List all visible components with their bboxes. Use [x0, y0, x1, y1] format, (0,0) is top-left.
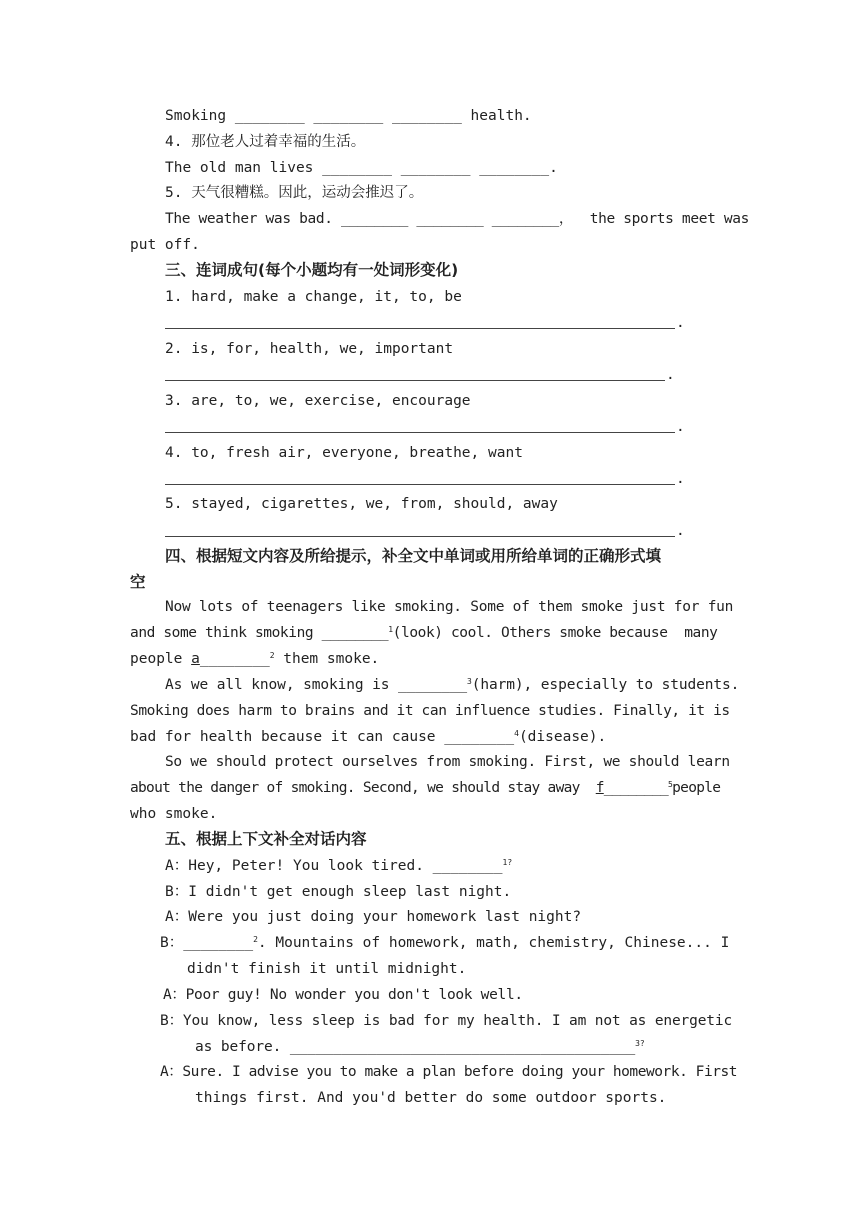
hint-letter-a: a — [191, 651, 200, 667]
dialogue-line-9: A：Sure. I advise you to make a plan before doing your homework. First — [160, 1064, 738, 1080]
dialogue-line-7: B：You know, less sleep is bad for my health. I am not as energetic — [160, 1013, 733, 1029]
dialogue-line-8: as before. ________________________________________$^{3?}$ — [195, 1039, 645, 1055]
s4-line-9: who smoke. — [130, 806, 218, 822]
s4-line-7: So we should protect ourselves from smoking. First, we should learn — [165, 754, 730, 770]
section-4-heading: 四、根据短文内容及所给提示，补全文中单词或用所给单词的正确形式填 — [165, 547, 662, 565]
s3-item-3: 3. are, to, we, exercise, encourage — [165, 393, 471, 409]
blank-number-2: 2 — [269, 651, 275, 660]
s4-line-5: Smoking does harm to brains and it can influence studies. Finally, it is — [130, 703, 730, 719]
s4-line-8: about the danger of smoking. Second, we should stay away f________$^5$people — [130, 780, 721, 796]
dialogue-line-10: things first. And you'd better do some outdoor sports. — [195, 1090, 667, 1106]
s3-item-1: 1. hard, make a change, it, to, be — [165, 289, 462, 305]
s4-line-4: As we all know, smoking is ________$^3$(harm), especially to students. — [165, 677, 740, 693]
s3-answer-line-1 — [165, 328, 675, 329]
dialogue-line-6: A：Poor guy! No wonder you don't look well. — [163, 987, 523, 1003]
dialogue-line-3: A：Were you just doing your homework last night? — [165, 909, 582, 925]
s2-line-2: 4. 那位老人过着幸福的生活。 — [165, 134, 366, 150]
dialogue-blank-number-3: 3? — [635, 1039, 645, 1048]
dialogue-blank-number-2: 2 — [253, 935, 258, 944]
section-3-heading: 三、连词成句(每个小题均有一处词形变化) — [165, 261, 459, 279]
s3-period-2: . — [666, 367, 675, 383]
blank-number-5: 5 — [668, 780, 673, 789]
s3-answer-line-4 — [165, 484, 675, 485]
s4-line-3: people a________$^2$ them smoke. — [130, 651, 380, 667]
dialogue-line-5: didn't finish it until midnight. — [187, 961, 467, 977]
s3-answer-line-3 — [165, 432, 675, 433]
s3-period-4: . — [676, 471, 685, 487]
dialogue-blank-number-1: 1? — [502, 858, 513, 867]
s2-line-5: The weather was bad. ________ ________ ________， the sports meet was — [165, 211, 749, 227]
s3-item-4: 4. to, fresh air, everyone, breathe, want — [165, 445, 523, 461]
hint-letter-f: f — [595, 780, 604, 796]
s2-line-3: The old man lives ________ ________ ________. — [165, 160, 558, 176]
dialogue-line-2: B：I didn't get enough sleep last night. — [165, 884, 512, 900]
s3-item-5: 5. stayed, cigarettes, we, from, should, away — [165, 496, 558, 512]
s4-line-2: and some think smoking ________$^1$(look) cool. Others smoke because many — [130, 625, 718, 641]
blank-number-3: 3 — [467, 677, 472, 686]
s3-answer-line-5 — [165, 536, 675, 537]
s4-line-1: Now lots of teenagers like smoking. Some of them smoke just for fun — [165, 599, 734, 615]
s2-line-1: Smoking ________ ________ ________ health. — [165, 108, 532, 124]
section-5-heading: 五、根据上下文补全对话内容 — [165, 830, 367, 848]
blank-number-1: 1 — [388, 625, 393, 634]
s3-period-1: . — [676, 315, 685, 331]
s3-period-3: . — [676, 419, 685, 435]
s3-period-5: . — [676, 523, 685, 539]
dialogue-line-4: B：________$^2$. Mountains of homework, math, chemistry, Chinese... I — [160, 935, 730, 951]
section-4-heading-cont: 空 — [130, 573, 146, 591]
s3-item-2: 2. is, for, health, we, important — [165, 341, 454, 357]
blank-number-4: 4 — [514, 729, 519, 738]
s2-line-4: 5. 天气很糟糕。因此，运动会推迟了。 — [165, 185, 424, 201]
s3-answer-line-2 — [165, 380, 665, 381]
dialogue-line-1: A：Hey, Peter! You look tired. ________$^{1?}$ — [165, 858, 513, 874]
s2-line-6: put off. — [130, 237, 200, 253]
s4-line-6: bad for health because it can cause ________$^4$(disease). — [130, 729, 607, 745]
